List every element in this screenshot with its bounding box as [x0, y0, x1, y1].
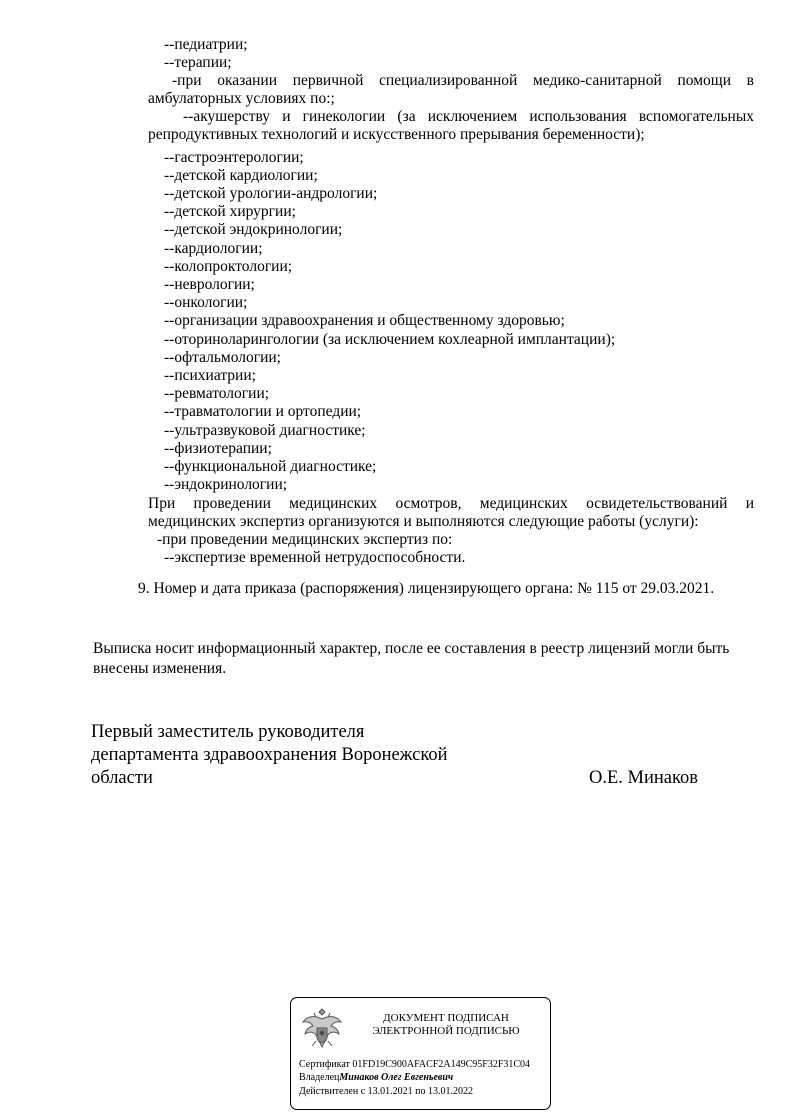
specialty-item: --онкологии;	[164, 294, 248, 312]
specialty-item: --детской эндокринологии;	[164, 221, 343, 239]
order-number-item: 9. Номер и дата приказа (распоряжения) лицензирующего органа: № 115 от 29.03.2021.	[138, 580, 715, 597]
specialty-item: --гастроэнтерологии;	[164, 148, 304, 166]
specialty-item: --колопроктологии;	[164, 257, 293, 275]
signer-position-region: области	[91, 768, 153, 788]
stamp-owner-value: Минаков Олег Евгеньевич	[339, 1072, 454, 1083]
specialty-item: --ревматологии;	[164, 385, 270, 403]
specialty-item: --ультразвуковой диагностике;	[164, 421, 366, 439]
specialty-item: --кардиологии;	[164, 239, 263, 257]
specialty-item: --детской хирургии;	[164, 203, 296, 221]
specialty-item: --терапии;	[164, 54, 232, 71]
stamp-title-line2: ЭЛЕКТРОННОЙ ПОДПИСЬЮ	[372, 1025, 520, 1037]
information-notice-cont: внесены изменения.	[93, 660, 227, 677]
specialty-obstetrics-cont: репродуктивных технологий и искусственного прерывания беременности);	[148, 126, 645, 143]
specialty-item: --эндокринологии;	[164, 476, 288, 494]
specialty-item: --неврологии;	[164, 275, 255, 293]
stamp-owner	[299, 1072, 453, 1084]
electronic-signature-stamp	[290, 997, 551, 1110]
medical-expertise-intro: -при проведении медицинских экспертиз по:	[157, 531, 453, 548]
medical-exams-intro: При проведении медицинских осмотров, медицинских освидетельствований и	[148, 495, 754, 512]
stamp-certificate-label: Сертификат	[299, 1059, 350, 1070]
signer-position-cont: департамента здравоохранения Воронежской	[91, 745, 448, 765]
specialty-temporary-disability: --экспертизе временной нетрудоспособности.	[164, 549, 466, 566]
specialty-item: --травматологии и ортопедии;	[164, 403, 362, 421]
specialty-item: --психиатрии;	[164, 366, 256, 384]
specialty-item: --организации здравоохранения и общественному здоровью;	[164, 312, 565, 330]
coat-of-arms-icon	[300, 1005, 344, 1051]
stamp-validity: Действителен с 13.01.2021 по 13.01.2022	[299, 1086, 473, 1097]
specialty-item: --функциональной диагностике;	[164, 457, 377, 475]
information-notice: Выписка носит информационный характер, после ее составления в реестр лицензий могли быть	[93, 640, 730, 657]
signer-name: О.Е. Минаков	[589, 768, 699, 788]
stamp-owner-label: Владелец	[299, 1072, 340, 1083]
specialty-obstetrics: --акушерству и гинекологии (за исключением использования вспомогательных	[183, 108, 754, 125]
medical-exams-intro-cont: медицинских экспертиз организуются и выполняются следующие работы (услуги):	[148, 513, 699, 530]
specialty-item: --оториноларингологии (за исключением кохлеарной имплантации);	[164, 330, 616, 348]
stamp-title-line1: ДОКУМЕНТ ПОДПИСАН	[383, 1012, 509, 1024]
specialty-item: --детской кардиологии;	[164, 166, 318, 184]
specialty-item: --офтальмологии;	[164, 348, 281, 366]
specialty-item: --педиатрии;	[164, 36, 248, 53]
specialty-item: --детской урологии-андрологии;	[164, 184, 378, 202]
specialty-item: --физиотерапии;	[164, 439, 272, 457]
stamp-certificate-value: 01FD19C900AFACF2A149C95F32F31C04	[352, 1059, 531, 1070]
stamp-certificate	[299, 1059, 530, 1071]
primary-specialized-care-intro-cont: амбулаторных условиях по:;	[148, 90, 335, 107]
primary-specialized-care-intro: -при оказании первичной специализированной медико-санитарной помощи в	[172, 72, 754, 89]
signer-position: Первый заместитель руководителя	[91, 722, 365, 742]
